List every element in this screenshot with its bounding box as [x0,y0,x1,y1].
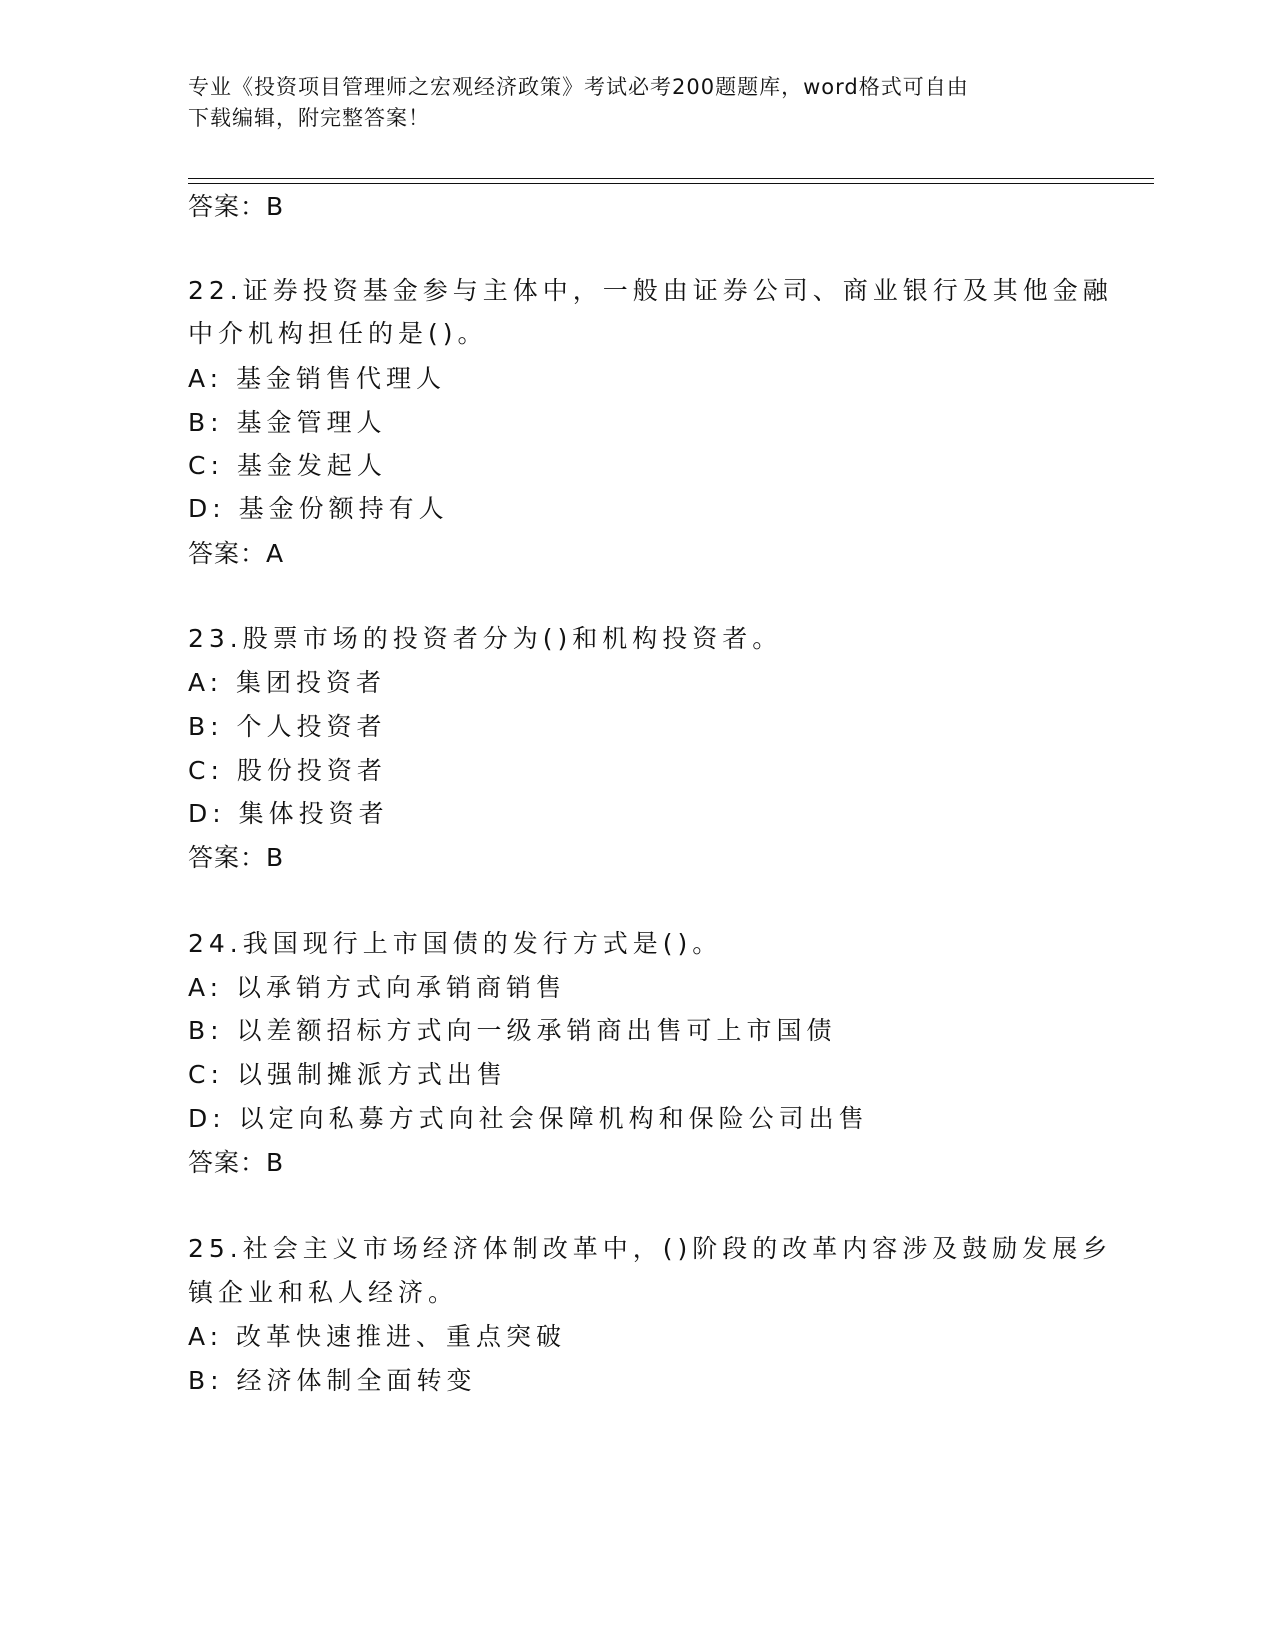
question-24-answer: 答案：B [188,1148,285,1177]
question-22-option-a: A: 基金销售代理人 [188,364,447,393]
question-22-stem-line-1: 22.证券投资基金参与主体中，一般由证券公司、商业银行及其他金融 [188,276,1113,305]
question-23-stem-line-1: 23.股票市场的投资者分为()和机构投资者。 [188,624,783,653]
question-23-option-a: A: 集团投资者 [188,668,387,697]
question-24-option-c: C: 以强制摊派方式出售 [188,1060,507,1089]
question-22-option-b: B: 基金管理人 [188,408,387,437]
question-24-option-b: B: 以差额招标方式向一级承销商出售可上市国债 [188,1016,837,1045]
question-22-option-d: D: 基金份额持有人 [188,494,449,523]
header-divider-bottom [188,183,1154,184]
question-22-option-c: C: 基金发起人 [188,451,387,480]
header-line-1: 专业《投资项目管理师之宏观经济政策》考试必考200题题库，word格式可自由 [188,75,969,99]
document-header [188,72,1088,134]
header-line-2: 下载编辑，附完整答案！ [188,106,430,130]
question-23-answer: 答案：B [188,843,285,872]
question-22-answer: 答案：A [188,539,285,568]
question-24-option-d: D: 以定向私募方式向社会保障机构和保险公司出售 [188,1104,869,1133]
question-25-stem-line-1: 25.社会主义市场经济体制改革中，()阶段的改革内容涉及鼓励发展乡 [188,1234,1113,1263]
question-24-option-a: A: 以承销方式向承销商销售 [188,973,567,1002]
question-22-stem-line-2: 中介机构担任的是()。 [188,319,488,348]
question-23-option-d: D: 集体投资者 [188,799,389,828]
header-divider-top [188,178,1154,179]
question-25-option-b: B: 经济体制全面转变 [188,1366,477,1395]
previous-answer: 答案：B [188,192,285,221]
question-23-option-b: B: 个人投资者 [188,712,387,741]
question-25-stem-line-2: 镇企业和私人经济。 [188,1278,459,1307]
question-25-option-a: A: 改革快速推进、重点突破 [188,1322,567,1351]
question-24-stem-line-1: 24.我国现行上市国债的发行方式是()。 [188,929,723,958]
question-23-option-c: C: 股份投资者 [188,756,387,785]
